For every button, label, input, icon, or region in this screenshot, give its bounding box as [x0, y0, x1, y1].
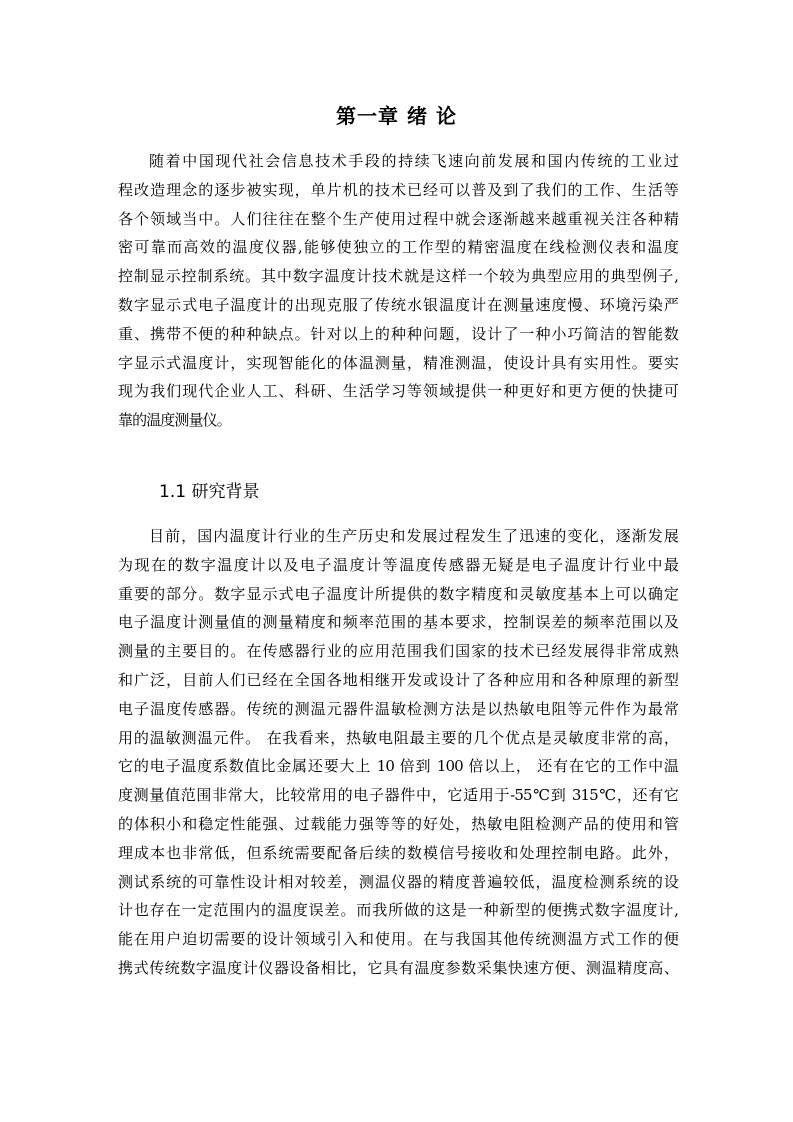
paragraph-line: 电子温度计测量值的测量精度和频率范围的基本要求，控制误差的频率范围以及	[118, 613, 678, 632]
paragraph-line: 测试系统的可靠性设计相对较差，测温仪器的精度普遍较低，温度检测系统的设	[118, 872, 678, 891]
intro-paragraph	[118, 147, 678, 435]
paragraph-line: 目前，国内温度计行业的生产历史和发展过程发生了迅速的变化，逐渐发展	[149, 527, 678, 545]
paragraph-line: 用的温敏测温元件。 在我看来，热敏电阻最主要的几个优点是灵敏度非常的高，	[118, 728, 678, 747]
paragraph-line: 密可靠而高效的温度仪器,能够使独立的工作型的精密温度在线检测仪表和温度	[118, 238, 678, 257]
paragraph-line: 计也存在一定范围内的温度误差。而我所做的这是一种新型的便携式数字温度计,	[118, 901, 678, 920]
paragraph-line: 随着中国现代社会信息技术手段的持续飞速向前发展和国内传统的工业过	[149, 152, 678, 170]
paragraph-line: 程改造理念的逐步被实现，单片机的技术已经可以普及到了我们的工作、生活等	[118, 180, 678, 199]
paragraph-line: 能在用户迫切需要的设计领域引入和使用。在与我国其他传统测温方式工作的便	[118, 930, 678, 949]
chapter-title: 第一章 绪 论	[336, 104, 457, 128]
paragraph-line: 现为我们现代企业人工、科研、生活学习等领域提供一种更好和更方便的快捷可	[118, 382, 678, 401]
paragraph-line: 测量的主要目的。在传感器行业的应用范围我们国家的技术已经发展得非常成熟	[118, 642, 678, 661]
paragraph-line: 控制显示控制系统。其中数字温度计技术就是这样一个较为典型应用的典型例子,	[118, 267, 678, 286]
paragraph-line: 度测量值范围非常大，比较常用的电子器件中，它适用于-55℃到 315℃，还有它	[118, 786, 678, 805]
paragraph-line: 靠的温度测量仪。	[118, 411, 231, 430]
background-paragraph	[118, 522, 678, 983]
paragraph-line: 字显示式温度计，实现智能化的体温测量，精准测温，使设计具有实用性。要实	[118, 353, 678, 372]
paragraph-line: 各个领域当中。人们往往在整个生产使用过程中就会逐渐越来越重视关注各种精	[118, 209, 678, 228]
paragraph-line: 重要的部分。数字显示式电子温度计所提供的数字精度和灵敏度基本上可以确定	[118, 584, 678, 603]
paragraph-line: 和广泛，目前人们已经在全国各地相继开发或设计了各种应用和各种原理的新型	[118, 670, 678, 689]
paragraph-line: 重、携带不便的种种缺点。针对以上的种种问题，设计了一种小巧简洁的智能数	[118, 324, 678, 343]
paragraph-line: 电子温度传感器。传统的测温元器件温敏检测方法是以热敏电阻等元件作为最常	[118, 699, 678, 718]
paragraph-line: 为现在的数字温度计以及电子温度计等温度传感器无疑是电子温度计行业中最	[118, 555, 678, 574]
paragraph-line: 的体积小和稳定性能强、过载能力强等等的好处，热敏电阻检测产品的使用和管	[118, 814, 678, 833]
section-heading: 1.1 研究背景	[159, 482, 260, 502]
paragraph-line: 数字显示式电子温度计的出现克服了传统水银温度计在测量速度慢、环境污染严	[118, 295, 678, 314]
paragraph-line: 它的电子温度系数值比金属还要大上 10 倍到 100 倍以上， 还有在它的工作中温	[118, 757, 678, 776]
paragraph-line: 理成本也非常低，但系统需要配备后续的数模信号接收和处理控制电路。此外，	[118, 843, 678, 862]
paragraph-line: 携式传统数字温度计仪器设备相比，它具有温度参数采集快速方便、测温精度高、	[118, 958, 678, 977]
